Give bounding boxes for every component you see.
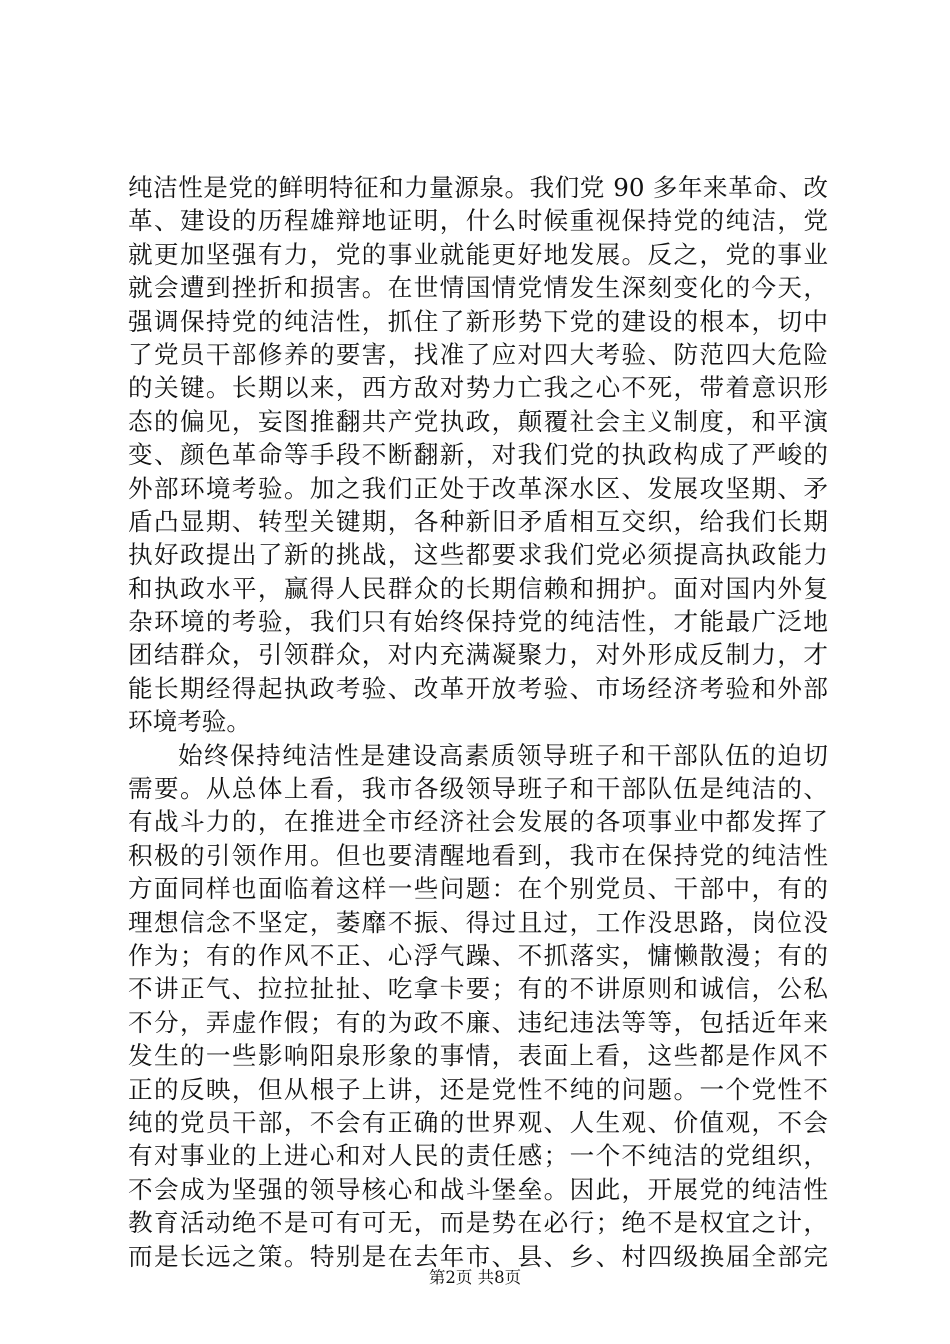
text-line: 发生的一些影响阳泉形象的事情，表面上看，这些都是作风不 [128,1041,828,1071]
text-line: 杂环境的考验，我们只有始终保持党的纯洁性，才能最广泛地 [128,607,828,637]
text-line: 正的反映，但从根子上讲，还是党性不纯的问题。一个党性不 [128,1074,828,1104]
text-line: 和执政水平，赢得人民群众的长期信赖和拥护。面对国内外复 [128,573,828,603]
text-line: 不分，弄虚作假；有的为政不廉、违纪违法等等，包括近年来 [128,1007,828,1037]
text-line: 就更加坚强有力，党的事业就能更好地发展。反之，党的事业 [128,239,828,269]
text-line: 执好政提出了新的挑战，这些都要求我们党必须提高执政能力 [128,540,828,570]
text-line: 环境考验。 [128,707,251,737]
page-indicator: 第2页 共8页 [428,1268,522,1287]
paragraph-1 [128,171,828,739]
text-line: 纯洁性是党的鲜明特征和力量源泉。我们党 90 多年来革命、改 [128,173,828,202]
text-line: 作为；有的作风不正、心浮气躁、不抓落实，慵懒散漫；有的 [128,940,828,970]
text-line: 变、颜色革命等手段不断翻新，对我们党的执政构成了严峻的 [128,440,828,470]
text-line: 盾凸显期、转型关键期，各种新旧矛盾相互交织，给我们长期 [128,506,828,536]
text-line: 不会成为坚强的领导核心和战斗堡垒。因此，开展党的纯洁性 [128,1174,828,1204]
text-line: 理想信念不坚定，萎靡不振、得过且过，工作没思路，岗位没 [128,907,828,937]
text-line: 强调保持党的纯洁性，抓住了新形势下党的建设的根本，切中 [128,306,828,336]
text-line: 而是长远之策。特别是在去年市、县、乡、村四级换届全部完 [128,1241,828,1271]
text-line: 教育活动绝不是可有可无，而是势在必行；绝不是权宜之计， [128,1208,828,1238]
text-line: 需要。从总体上看，我市各级领导班子和干部队伍是纯洁的、 [128,774,828,804]
text-line: 始终保持纯洁性是建设高素质领导班子和干部队伍的迫切 [178,740,828,770]
text-line: 就会遭到挫折和损害。在世情国情党情发生深刻变化的今天， [128,273,828,303]
paragraph-2 [128,739,828,1273]
text-line: 方面同样也面临着这样一些问题：在个别党员、干部中，有的 [128,874,828,904]
text-line: 有对事业的上进心和对人民的责任感；一个不纯洁的党组织， [128,1141,828,1171]
text-line: 革、建设的历程雄辩地证明，什么时候重视保持党的纯洁，党 [128,206,828,236]
text-line: 积极的引领作用。但也要清醒地看到，我市在保持党的纯洁性 [128,840,828,870]
text-line: 纯的党员干部，不会有正确的世界观、人生观、价值观，不会 [128,1107,828,1137]
text-line: 了党员干部修养的要害，找准了应对四大考验、防范四大危险 [128,339,828,369]
text-line: 不讲正气、拉拉扯扯、吃拿卡要；有的不讲原则和诚信，公私 [128,974,828,1004]
text-line: 的关键。长期以来，西方敌对势力亡我之心不死，带着意识形 [128,373,828,403]
text-line: 有战斗力的，在推进全市经济社会发展的各项事业中都发挥了 [128,807,828,837]
text-line: 团结群众，引领群众，对内充满凝聚力，对外形成反制力，才 [128,640,828,670]
document-body [128,171,828,1273]
text-line: 外部环境考验。加之我们正处于改革深水区、发展攻坚期、矛 [128,473,828,503]
text-line: 态的偏见，妄图推翻共产党执政，颠覆社会主义制度，和平演 [128,406,828,436]
text-line: 能长期经得起执政考验、改革开放考验、市场经济考验和外部 [128,673,828,703]
